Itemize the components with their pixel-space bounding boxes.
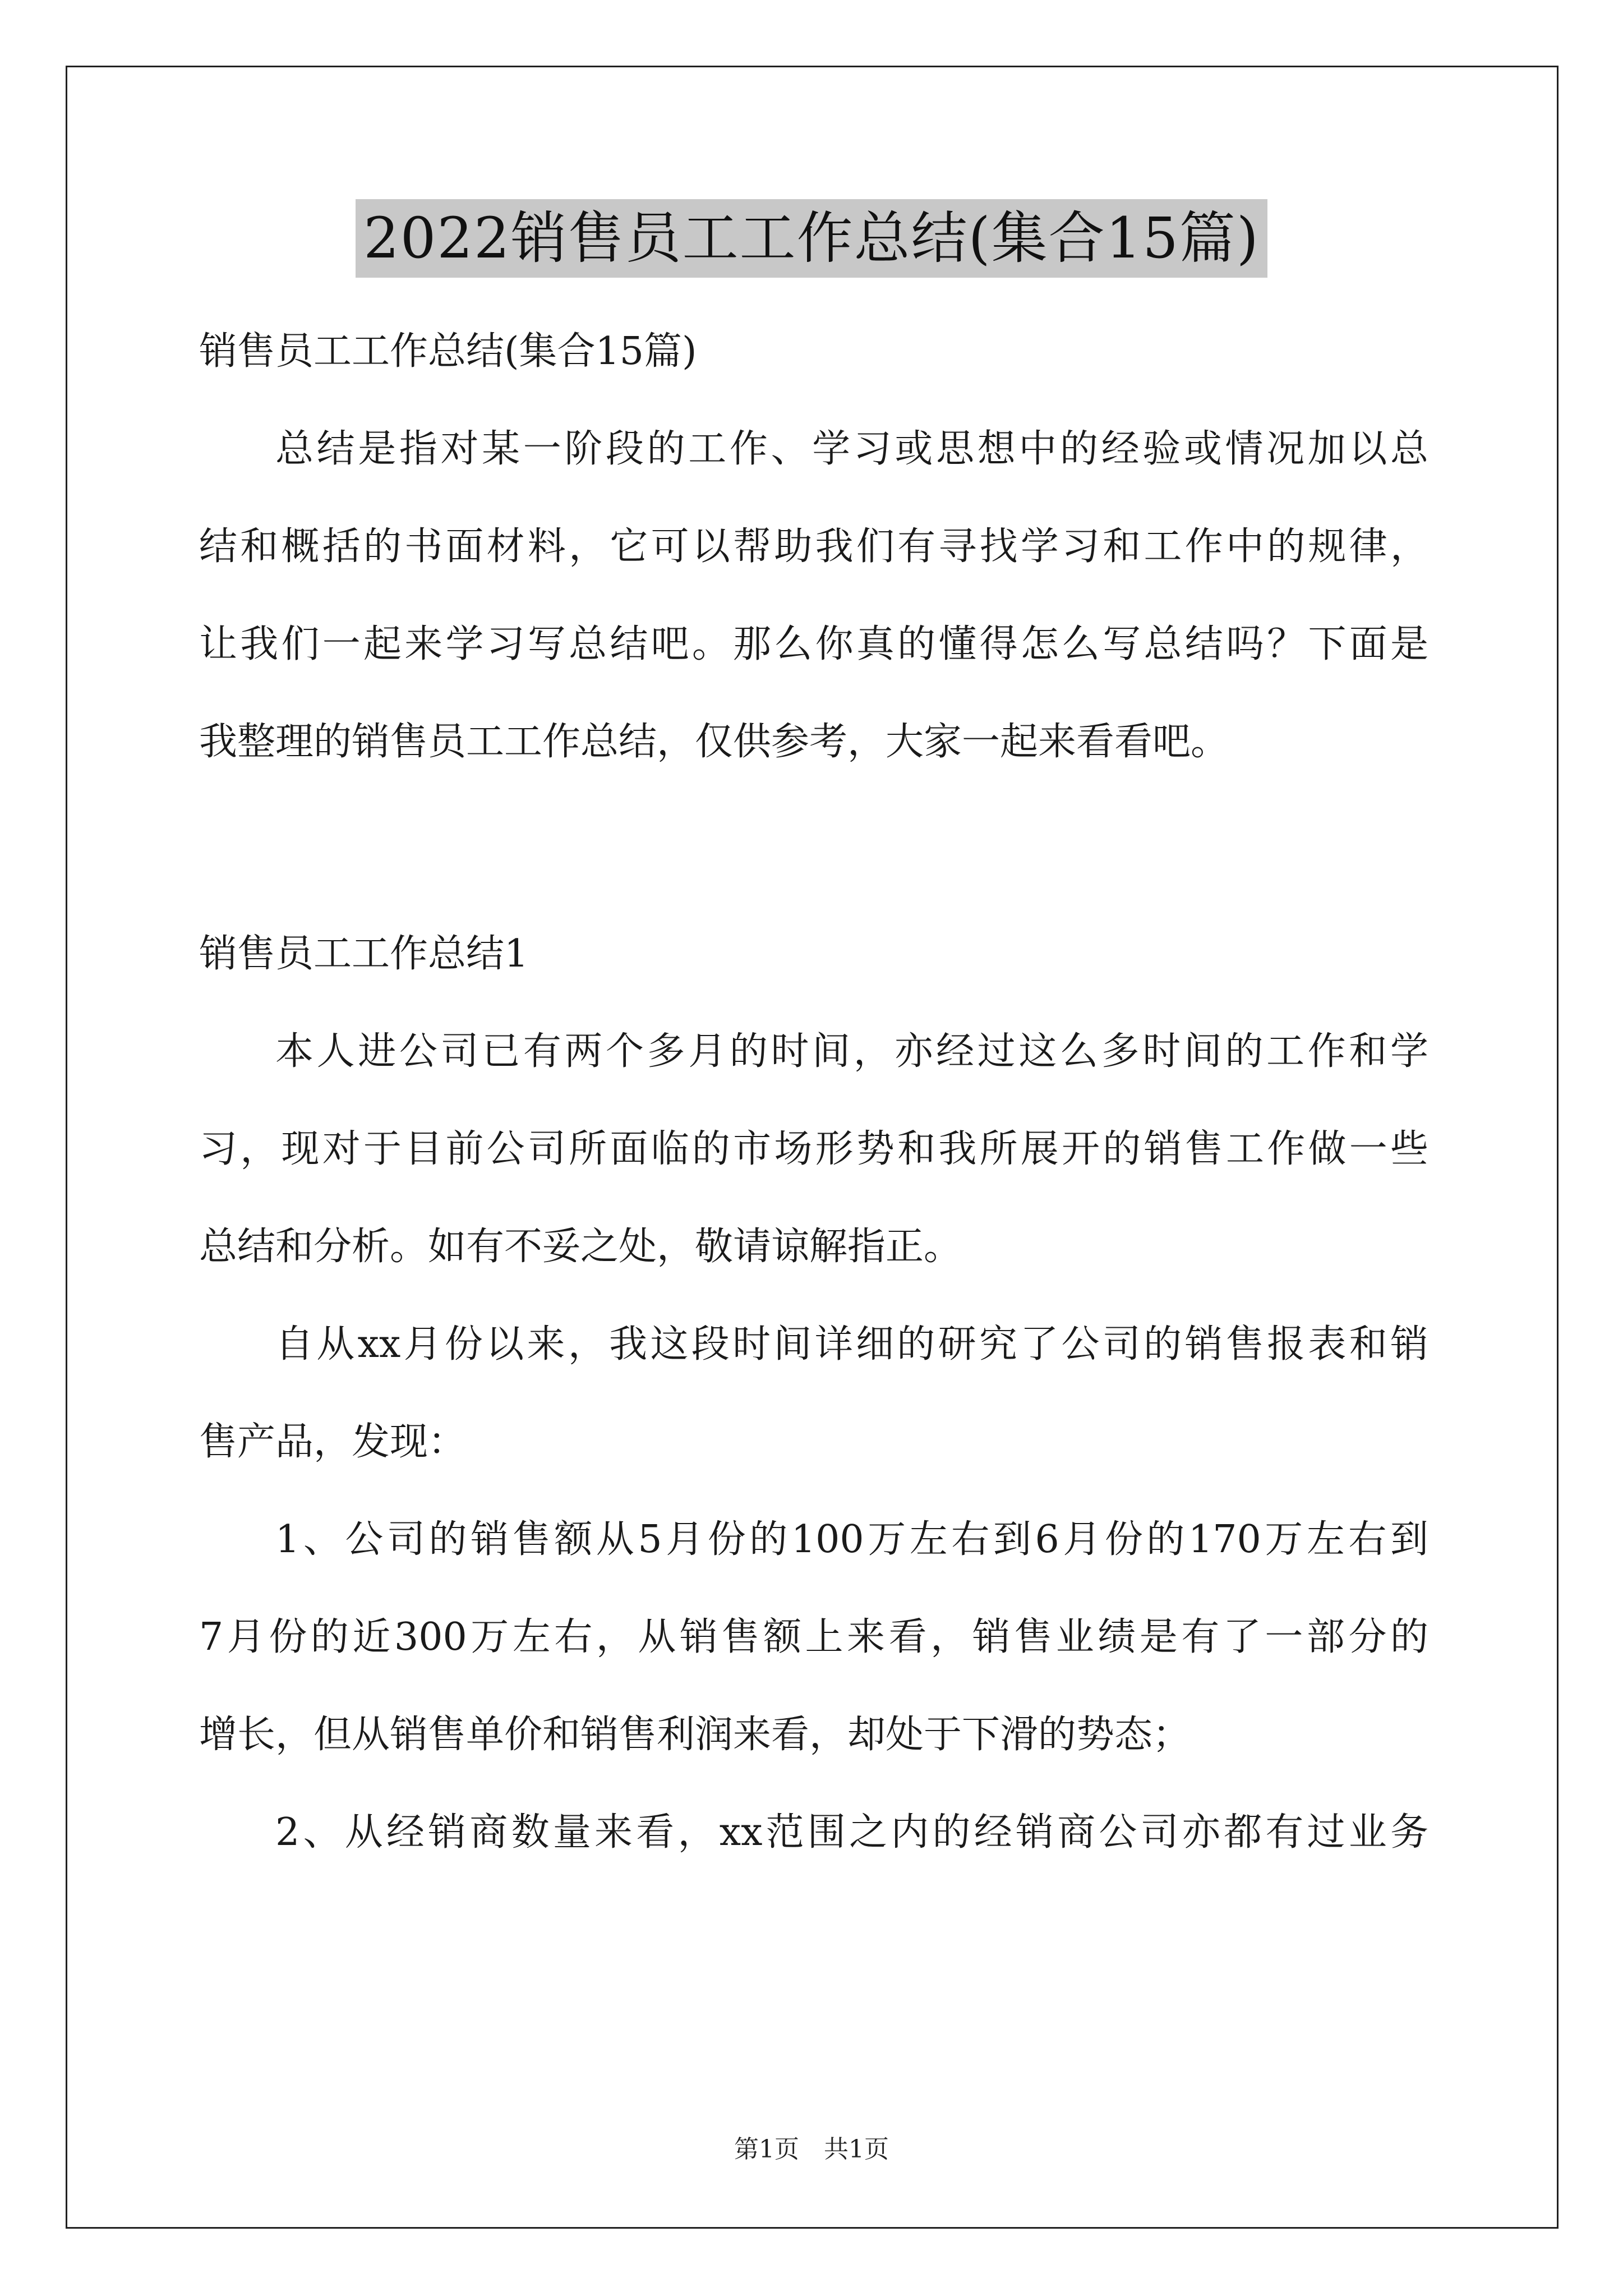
- paragraph-line: 7月份的近300万左右，从销售额上来看，销售业绩是有了一部分的: [199, 1615, 1428, 1659]
- intro-line: 让我们一起来学习写总结吧。那么你真的懂得怎么写总结吗？下面是: [199, 622, 1428, 666]
- document-title: 2022销售员工工作总结(集合15篇): [356, 199, 1267, 278]
- paragraph-line: 增长，但从销售单价和销售利润来看，却处于下滑的势态；: [199, 1713, 1191, 1757]
- intro-line: 结和概括的书面材料，它可以帮助我们有寻找学习和工作中的规律，: [199, 524, 1428, 569]
- intro-line: 我整理的销售员工工作总结，仅供参考，大家一起来看看吧。: [199, 720, 1229, 764]
- document-subtitle: 销售员工工作总结(集合15篇): [199, 329, 697, 374]
- document-body: [199, 303, 1428, 1881]
- section-heading: 销售员工工作总结1: [199, 932, 529, 976]
- page-footer: 第1页 共1页: [734, 2135, 889, 2164]
- paragraph-line: 售产品，发现：: [199, 1420, 467, 1464]
- paragraph-line: 总结和分析。如有不妥之处，敬请谅解指正。: [199, 1225, 962, 1269]
- paragraph-line: 自从xx月份以来，我这段时间详细的研究了公司的销售报表和销: [275, 1322, 1428, 1366]
- intro-line: 总结是指对某一阶段的工作、学习或思想中的经验或情况加以总: [275, 427, 1428, 471]
- title-container: [0, 199, 1623, 278]
- paragraph-line: 2、从经销商数量来看，xx范围之内的经销商公司亦都有过业务: [275, 1810, 1428, 1855]
- paragraph-line: 本人进公司已有两个多月的时间，亦经过这么多时间的工作和学: [275, 1029, 1428, 1074]
- section-spacer: [199, 791, 1428, 905]
- paragraph-line: 1、公司的销售额从5月份的100万左右到6月份的170万左右到: [275, 1517, 1428, 1562]
- paragraph-line: 习，现对于目前公司所面临的市场形势和我所展开的销售工作做一些: [199, 1127, 1428, 1171]
